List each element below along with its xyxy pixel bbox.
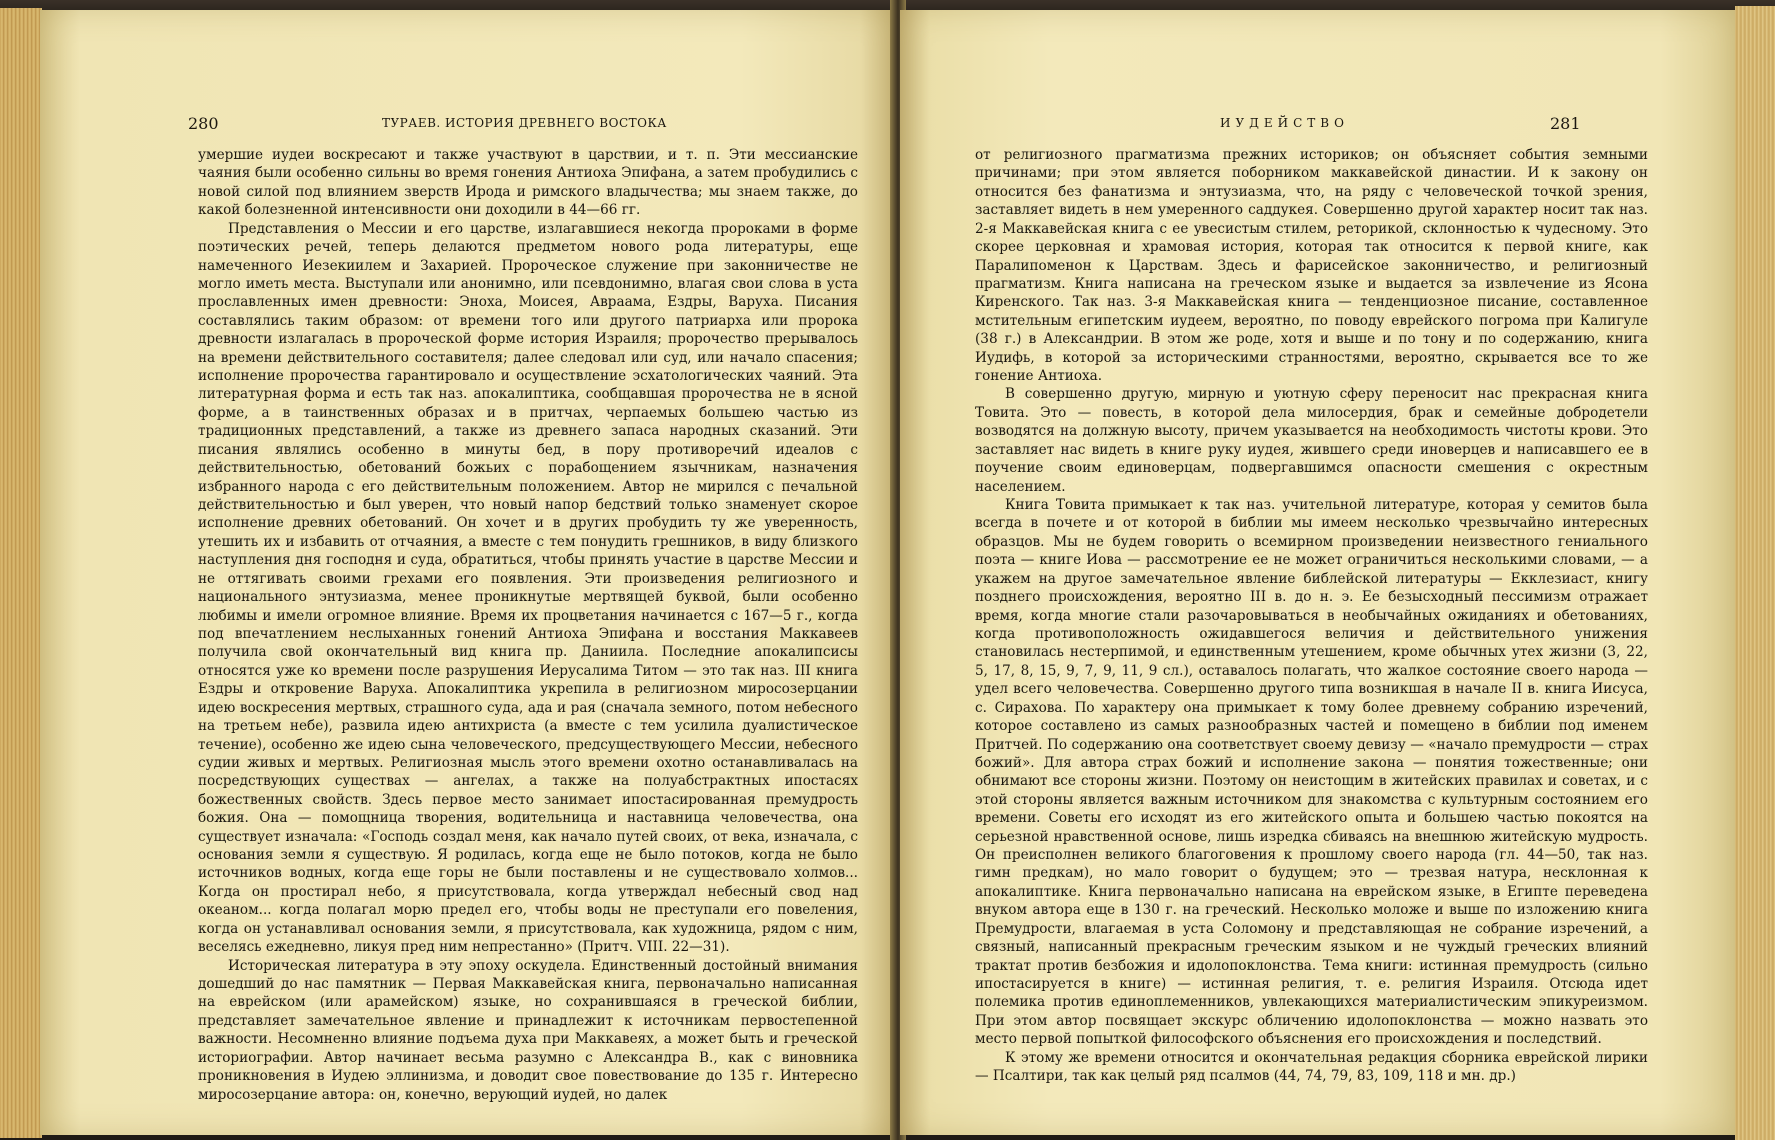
paragraph: В совершенно другую, мирную и уютную сферу переносит нас прекрасная книга Товита. Это — повесть, в которой дела милосердия, брак и семейные добродетели возводятся на должную высоту, причем указывается на необходимость чистоты крови. Это заставляет нас видеть в книге руку иудея, жившего среди иноверцев и написавшего ее в поучение своим единоверцам, подвергавшимся опасности смешения с окрестным населением. xyxy=(975,386,1648,495)
left-page-body xyxy=(198,146,858,1104)
left-page-edges xyxy=(0,8,42,1138)
left-page xyxy=(40,10,896,1135)
right-page-body xyxy=(975,146,1648,1086)
left-page-header xyxy=(40,114,896,136)
paragraph: Историческая литература в эту эпоху оскудела. Единственный достойный внимания дошедший до нас памятник — Первая Маккавейская книга, первоначально написанная на еврейском (или арамейском) языке, но сохранившаяся в греческой библии, представляет замечательное явление и принадлежит к источникам первостепенной важности. Несомненно влияние подъема духа при Маккавеях, а может быть и греческой историографии. Автор начинает весьма разумно с Александра В., как с виновника проникновения в Иудею эллинизма, и доводит свое повествование до 135 г. Интересно миросозерцание автора: он, конечно, верующий иудей, но далек xyxy=(198,957,858,1103)
right-page xyxy=(900,10,1735,1135)
running-head: ТУРАЕВ. ИСТОРИЯ ДРЕВНЕГО ВОСТОКА xyxy=(382,116,667,130)
running-head: ИУДЕЙСТВО xyxy=(1220,116,1349,130)
paragraph: Представления о Мессии и его царстве, излагавшиеся некогда пророками в форме поэтических речей, теперь делаются предметом нового рода литературы, еще намеченного Иезекиилем и Захарией. Пророческое служение при законничестве не могло иметь места. Выступали или анонимно, или псевдонимно, влагая свои слова в уста прославленных имен древности: Эноха, Моисея, Авраама, Ездры, Варуха. Писания составлялись таким образом: от времени того или другого патриарха или пророка древности излагалась в пророческой форме история Израиля; пророчество прерывалось на времени действительного составителя; далее следовал или суд, или начало спасения; исполнение пророчества гарантировало и осуществление эсхатологических чаяний. Эта литературная форма и есть так наз. апокалиптика, сообщавшая пророчества не в ясной форме, а в таинственных образах и в притчах, черпаемых большею частью из традиционных представлений, а также из древнего запаса народных сказаний. Эти писания являлись особенно в минуты бед, в пору противоречий идеалов с действительностью, обетований божьих с порабощением язычникам, назначения избранного народа с его действительным положением. Автор не мирился с печальной действительностью и был уверен, что новый напор бедствий только знаменует скорое исполнение древних обетований. Он хочет и в других пробудить ту же уверенность, утешить их и избавить от отчаяния, а вместе с тем понудить грешников, в виду близкого наступления дня господня и суда, обратиться, чтобы принять участие в царстве Мессии и не оттягивать своими грехами его появления. Эти произведения религиозного и национального энтузиазма, менее проникнутые мертвящей буквой, были особенно любимы и имели огромное влияние. Время их процветания начинается с 167—5 г., когда под впечатлением неслыханных гонений Антиоха Эпифана и восстания Маккавеев получила свой окончательный вид книга пр. Даниила. Последние апокалипсисы относятся уже ко времени после разрушения Иерусалима Титом — это так наз. III книга Ездры и откровение Варуха. Апокалиптика укрепила в религиозном миросозерцании идею воскресения мертвых, страшного суда, ада и рая (сначала земного, потом небесного на третьем небе), развила идею антихриста (а вместе с тем усилила дуалистическое течение), особенно же идею сына человеческого, предсуществующего Мессии, небесного судии живых и мертвых. Религиозная мысль этого времени охотно останавливалась на посредствующих существах — ангелах, а также на полуабстрактных ипостасях божественных свойств. Здесь первое место занимает ипостасированная премудрость божия. Она — помощница творения, водительница и наставница человечества, она существует изначала: «Господь создал меня, как начало путей своих, от века, изначала, с основания земли я существую. Я родилась, когда еще не было потоков, когда не было источников водных, когда еще горы не были поставлены и не существовало холмов... Когда он простирал небо, я присутствовала, когда утверждал небесный свод над океаном... когда полагал морю предел его, чтобы воды не преступали его повеления, когда он устанавливал основания земли, я присутствовала, как художница, рядом с ним, веселясь ежедневно, ликуя пред ним непрестанно» (Притч. VIII. 22—31). xyxy=(198,220,858,956)
paragraph: Книга Товита примыкает к так наз. учительной литературе, которая у семитов была всегда в почете и от которой в библии мы имеем несколько чрезвычайно интересных образцов. Мы не будем говорить о всемирном произведении неизвестного гениального поэта — книге Иова — рассмотрение ее не может ограничиться несколькими словами, — а укажем на другое замечательное явление библейской литературы — Екклезиаст, книгу позднего происхождения, вероятно III в. до н. э. Ее безысходный пессимизм отражает время, когда многие стали разочаровываться в необычайных ожиданиях и обетованиях, когда противоположность ожидавшегося величия и действительного унижения становилась нестерпимой, и единственным утешением, кроме обычных утех жизни (3, 22, 5, 17, 8, 15, 9, 7, 9, 11, 9 сл.), оставалось полагать, что жалкое состояние своего народа — удел всего человечества. Совершенно другого типа возникшая в начале II в. книга Иисуса, с. Сирахова. По характеру она примыкает к тому более древнему собранию изречений, которое составлено из самых разнообразных частей и помещено в библии под именем Притчей. По содержанию она соответствует своему девизу — «начало премудрости — страх божий». Для автора страх божий и исполнение закона — понятия тожественные; они обнимают все стороны жизни. Поэтому он неистощим в житейских правилах и советах, и с этой стороны является важным источником для знакомства с культурным состоянием его времени. Советы его исходят из его житейского опыта и большею частью покоятся на серьезной нравственной основе, лишь изредка сбиваясь на внешнюю житейскую мудрость. Он преисполнен великого благоговения к прошлому своего народа (гл. 44—50, так наз. гимн предкам), но мало говорит о будущем; это — трезвая натура, несклонная к апокалиптике. Книга первоначально написана на еврейском языке, в Египте переведена внуком автора еще в 130 г. на греческий. Несколько моложе и выше по изложению книга Премудрости, влагаемая в уста Соломону и представляющая не собрание изречений, а связный, написанный прекрасным греческим языком и не чуждый греческих влияний трактат против безбожия и идолопоклонства. Тема книги: истинная премудрость (сильно ипостасируется в книге) — истинная религия, т. е. религия Израиля. Отсюда идет полемика против единоплеменников, увлекающихся материалистическим эпикуреизмом. При этом автор посвящает экскурс обличению идолопоклонства — можно назвать это место первой попыткой философского объяснения его происхождения и последствий. xyxy=(975,497,1648,1048)
right-page-edges xyxy=(1735,6,1775,1140)
page-number: 280 xyxy=(188,114,219,133)
paragraph: умершие иудеи воскресают и также участвуют в царствии, и т. п. Эти мессианские чаяния были особенно сильны во время гонения Антиоха Эпифана, а затем пробудились с новой силой под влиянием зверств Ирода и римского владычества; мы знаем также, до какой болезненной интенсивности они доходили в 44—66 гг. xyxy=(198,147,858,219)
right-page-header xyxy=(900,114,1735,136)
page-number: 281 xyxy=(1550,114,1581,133)
paragraph: К этому же времени относится и окончательная редакция сборника еврейской лирики — Псалтири, так как целый ряд псалмов (44, 74, 79, 83, 109, 118 и мн. др.) xyxy=(975,1049,1648,1085)
paragraph: от религиозного прагматизма прежних историков; он объясняет события земными причинами; при этом является поборником маккавейской династии. И к закону он относится без фанатизма и энтузиазма, что, на ряду с человеческой точкой зрения, заставляет видеть в нем умеренного саддукея. Совершенно другой характер носит так наз. 2-я Маккавейская книга с ее увесистым стилем, реторикой, склонностью к чудесному. Это скорее церковная и храмовая история, которая так относится к первой книге, как Паралипоменон к Царствам. Здесь и фарисейское законничество, и религиозный прагматизм. Книга написана на греческом языке и выдается за извлечение из Ясона Киренского. Так наз. 3-я Маккавейская книга — тенденциозное писание, составленное мстительным египетским иудеем, вероятно, по поводу еврейского погрома при Калигуле (38 г.) в Александрии. В этом же роде, хотя и выше и по тону и по содержанию, книга Иудифь, в которой за историческими странностями, вероятно, скрывается все то же гонение Антиоха. xyxy=(975,147,1648,385)
